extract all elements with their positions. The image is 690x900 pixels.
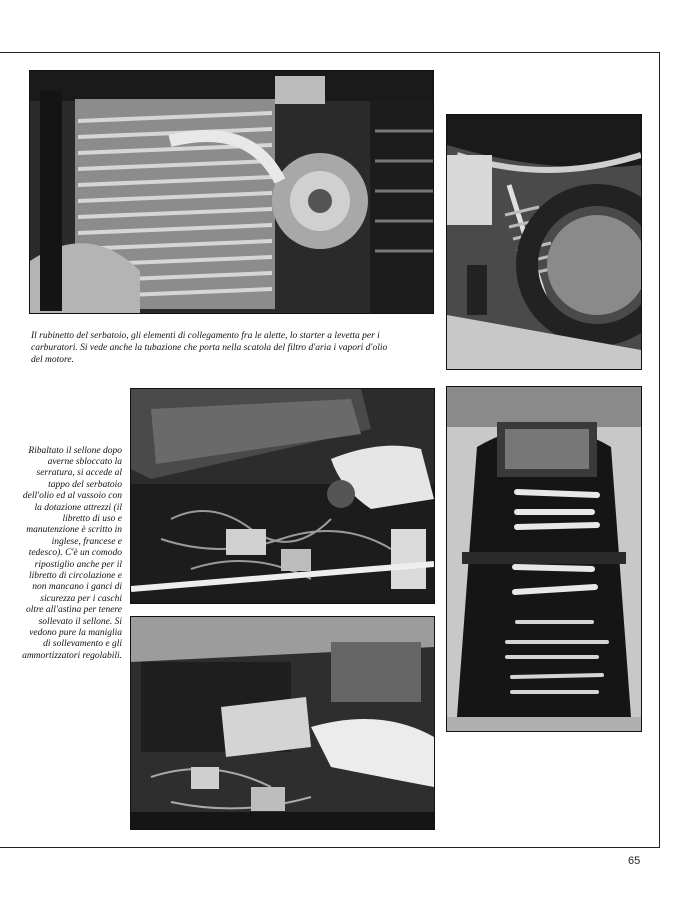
rear-shock-absorber-photo — [446, 114, 642, 370]
page-number: 65 — [628, 855, 641, 867]
under-seat-compartment-photo — [130, 388, 435, 604]
page-border-right — [659, 52, 660, 848]
page-border-top — [0, 52, 660, 53]
engine-carburetor-photo — [29, 70, 434, 314]
engine-photo-caption: Il rubinetto del serbatoio, gli elementi di collegamento fra le alette, lo starter a levetta per i carburatori. Si vede anche la tubazione che porta nella scatola del filtro d'aria i vapori d'olio del motore. — [31, 330, 388, 365]
seat-photos-caption: Ribaltato il sellone dopo averne sbloccato la serratura, si accede al tappo del serbatoio dell'olio ed al vassoio con la dotazione attrezzi (il libretto di uso e manutenzione è scritto in inglese, francese e tedesco). C'è un comodo ripostiglio anche per il libretto di circolazione e non mancano i ganci di sicurezza per i caschi oltre all'astina per tenere sollevato il sellone. Si vedono pure la maniglia di sollevamento e gli ammortizzatori regolabili. — [22, 445, 122, 661]
page-border-bottom — [0, 847, 660, 848]
tool-kit-photo — [446, 386, 642, 732]
battery-compartment-photo — [130, 616, 435, 830]
